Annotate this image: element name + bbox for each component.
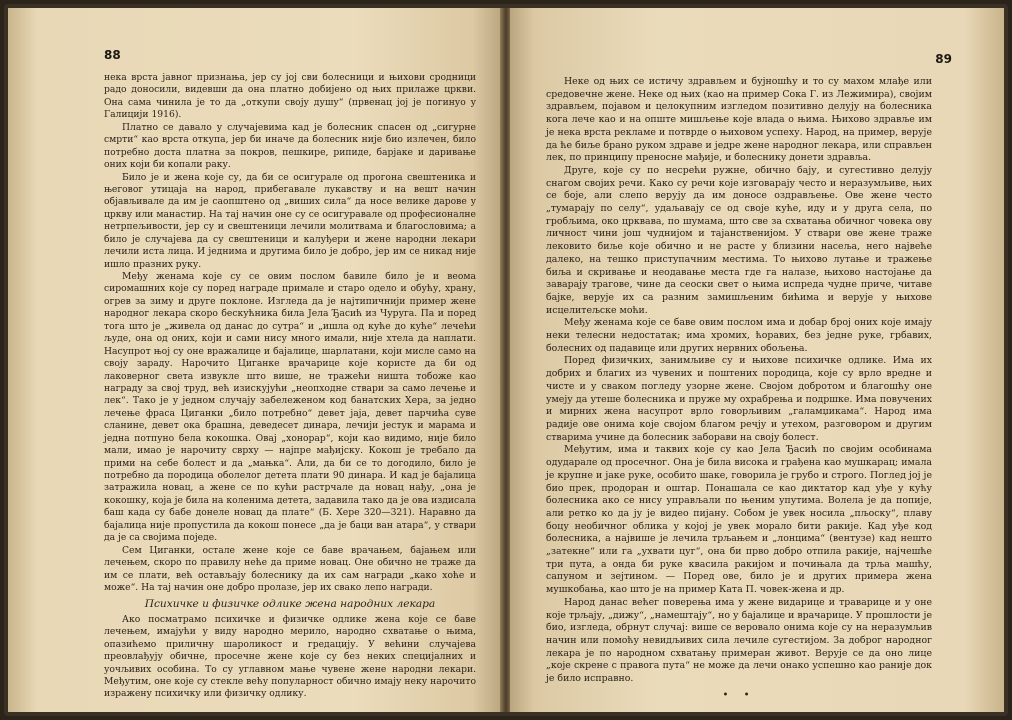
page-number: 89 (935, 52, 952, 66)
paragraph: Међу женама које се баве овим послом има и добар број оних које имају неки телесни недостатак; има хромих, ћоравих, без једне руке, грбавих, болесних од падавице или других нервних обољења. (546, 317, 932, 354)
left-page (8, 8, 502, 712)
paragraph: Међутим, има и таквих које су као Јела Ђасић по својим особинама одударале од просечног. Она је била висока и грађена као мушкарац; имала је крупне и јаке руке, особито шаке, говорила је грубо и строго. Поглед јој је био прек, продоран и оштар. Понашала се као диктатор кад уђе у кућу болесника ако се нису управљали по њеним упутима. Волела је да попије, али ретко ко да ју је видео пијану. Собом је увек носила „пљоску“, плаву боцу необичног облика у којој је увек морало бити ракије. Кад уђе код болесника, а највише је лечила трљањем и „лонцима“ (вентузе) кад нешто „затекне“ или га „ухвати цуг“, она би прво добро отпила ракије, најчешће три пута, а онда би руке квасила ракијом и почињала да трља машћу, сапуном и зејтином. — Поред ове, било је и других примера жена мушкобања, као што је на пример Ката П. човек-жена и др. (546, 444, 932, 596)
page-number: 88 (104, 48, 121, 62)
paragraph: нека врста јавног признања, јер су јој сви болесници и њихови сродници радо доносили, видевши да она платно добијено од њих прилаже цркви. Она сама чинила је то да „откупи своју душу“ (првенац јој је погинуо у Галицији 1916). (104, 72, 476, 121)
right-page (510, 8, 1004, 712)
paragraph: Платно се давало у случајевима кад је болесник спасен од „сигурне смрти“ као врста откупа, јер би иначе да болесник није био излечен, било потребно доста платна за покров, пешкире, рипиде, барјаке и даривање оних који би копали раку. (104, 121, 476, 171)
paragraph: Међу женама које су се овим послом бавиле било је и веома сиромашних које су поред награде примале и старо одело и обућу, храну, огрев за зиму и друге поклоне. Изгледа да је најтипичнији пример жене народног лекара скоро бескућника била Јела Ђасић из Чуруга. Па и поред тога што је „живела од данас до сутра“ и „ишла од куће до куће“ лечећи људе, она од оних, који и сами нису много имали, није хтела да наплати. Насупрот њој су оне вражалице и бајалице, шарлатани, који мисле само на своју зараду. Нарочито Циганке врачарице које користе да би од лаковерног света извукле што више, не тражећи ништа тобоже као награду за свој труд, већ изискујући „неопходне ствари за само лечење и лек“. Тако је у једном случају забележеном код банатских Хера, за једно лечење фраса Циганки „било потребно“ девет јаја, девет парчића суве сланине, девет ока брашна, деведесет динара, лечији јестук и марама и једна потпуно бела кокошка. Овај „хонорар“, који као видимо, није било мали, имао је нарочиту сврху — најпре мађијску. Кокош је требало да прими на себе болест и да „мањка“. Али, да би се то догодило, било је потребно да породица оболелог детета плати 90 динара. И кад је бајалица затражила новац, а жене се по кући растрчале да новац нађу, „она је кокошку, која је била на коленима детета, задавила тако да је ова издисала баш када су бабе донеле новац да плате“ (Б. Хере 320—321). Наравно да бајалица није пропустила да кокош понесе „да је баци ван атара“, у ствари да је са својима поједе. (104, 271, 476, 544)
paragraph: Ако посматрамо психичке и физичке одлике жена које се баве лечењем, имајући у виду народно мерило, народно схватање о њима, опазићемо приличну шароликост и гредацију. У већини случајева преовлађују обичне, просечне жене које су без неких специјалних и уочљивих особина. То су углавном мање чувене жене народни лекари. Међутим, оне које су стекле већу популарност обично имају неку нарочито изражену психичку или физичку одлику. (104, 613, 476, 700)
paragraph: Друге, које су по несрећи ружне, обично бају, и сугестивно делују снагом својих речи. Како су речи које изговарају често и неразумљиве, њих се боје, али слепо верују да им доносе оздрављење. Ове жене често „тумарају по селу“, удаљавају се од своје куће, иду и у друга села, по гробљима, око црквава, по шумама, што све за схватања обичног човека ову личност чини још чуднијом и тајанственијом. У ствари ове жене траже лековито биље које обично и не расте у близини насеља, него највеће далеко, на тешко приступачним местима. То њихово лутање и тражење биља и скривање и неодавање места где га налазе, њихово настојање да заварају трагове, чине да сеоски свет о њима испреда чудне приче, читаве бајке, верује их са разним замишљеним бићима и верује у њихове исцелитељске моћи. (546, 164, 932, 316)
section-heading: Психичке и физичке одлике жена народних лекара (144, 598, 436, 611)
paragraph: Сем Циганки, остале жене које се баве врачањем, бајањем или лечењем, скоро по правилу неће да приме новац. Оне обично не траже да им се плати, већ остављају болеснику да их сам награди „како хоће и може“. На тај начин оне добро пролазе, јер их свако лепо награди. (104, 544, 476, 593)
paragraph: Поред физичких, занимљиве су и њихове психичке одлике. Има их добрих и благих из чувених и поштених породица, које су врло вредне и чисте и у сваком погледу узорне жене. Својом добротом и благошћу оне умеју да утеше болесника и пруже му охрабрења и подршке. Има повучених и мирних жена насупрот врло говорљивим „галамџикама“. Народ има радије ове онима које својом благом речју и утехом, разговором и другим стварима учине да болесник заборави на своју болест. (546, 355, 932, 443)
paragraph: Неке од њих се истичу здрављем и бујношћу и то су махом млађе или средовечне жене. Неке од њих (као на пример Сока Г. из Лежимира), својим здрављем, појавом и целокупним изгледом позитивно делују на болесника кога лече као и на опште мишљење које влада о њима. Њихово здравље им је нека врста рекламе и потврде о њиховом успеху. Народ, на пример, верује да ће биље брано руком здраве и једре жене народног лекара, или справљен лек, по принципу преносне мађије, и болеснику донети здравља. (546, 76, 932, 164)
paragraph: Било је и жена које су, да би се осигурале од прогона свештеника и његовог утицаја на народ, прибегавале лукавству и на вешт начин објављивале да им је саопштено од „виших сила“ да носе велике дарове у цркву или манастир. На тај начин оне су се осигуравале од професионалне нетрпељивости, јер су и свештеници лечили молитвама и благословима; а било је случајева да су свештеници и калуђери и жене народни лекари лечили иста лица. И једнима и другима било је добро, јер им се никад није ишло празних руку. (104, 171, 476, 270)
right-page-text (546, 76, 932, 702)
paragraph: Народ данас већег поверења има у жене видарице и траварице и у оне које трљају, „дижу“, „намештају“, но у бајалице и врачарице. У прошлости је био, изгледа, обрнут случај: више се веровало онима које су на неразумљив начин или помоћу невидљивих сила лечиле сугестијом. За доброг народног лекара је по народном схватању примеран живот. Верује се да оно лице „које скрене с правога пута“ не може да лечи онако успешно као раније док је било исправно. (546, 596, 932, 685)
book-spread (4, 4, 1008, 716)
end-mark: • • (722, 689, 756, 701)
left-page-text (104, 72, 476, 701)
